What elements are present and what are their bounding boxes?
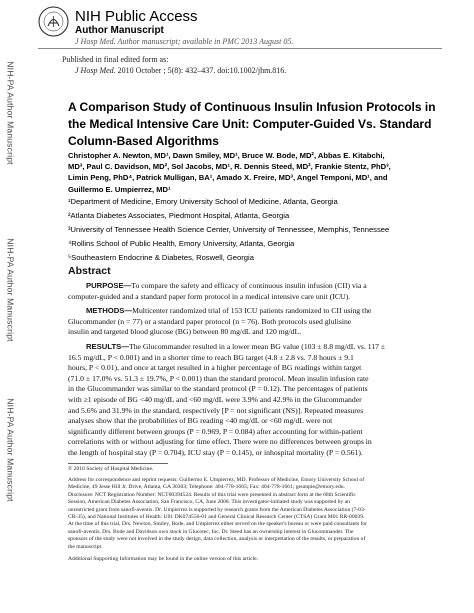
article-title (68, 99, 448, 150)
footnote-line: unrestricted grant from sanofi-aventis. Dr. Umpierrez is supported by research grants from the American Diabetes Association (7-03- (68, 506, 366, 513)
abstract-methods (68, 306, 446, 338)
footnote-divider (68, 463, 168, 464)
results-text: The Glucommander resulted in a lower mean BG value (103 ± 8.8 mg/dL vs. 117 ± (129, 342, 386, 351)
title-line: Column-Based Algorithms (68, 134, 219, 148)
methods-text: Glucommander (n = 77) or a standard paper protocol (n = 76). Both protocols used glulisine (68, 316, 352, 326)
sidebar-manuscript-label-2 (4, 235, 18, 345)
footnote-line: the manuscript. (68, 543, 103, 550)
affiliation-1: ¹Department of Medicine, Emory University School of Medicine, Atlanta, Georgia (68, 197, 338, 206)
results-text: significantly different between groups (P = 0.969, P = 0.084) after accounting for within-patient (68, 426, 363, 436)
results-text: (71.0 ± 17.0% vs. 51.3 ± 19.7%, P < 0.001) than the standard protocol. Mean insulin infusion rate (68, 373, 369, 383)
results-text: analyses show that the probabilities of BG reading <40 mg/dL or <60 mg/dL were not (68, 416, 333, 426)
results-text: with ≥1 episode of BG <40 mg/dL and <60 mg/dL were 3.9% and 42.9% in the Glucommander (68, 394, 362, 404)
supporting-information-note: Additional Supporting Information may be found in the online version of this article. (68, 556, 258, 562)
footnote-line: sanofi-aventis. Drs. Bode and Davidson own stock in Glucotec, Inc. Dr. Steed has an ownership interest in Glucommander. The (68, 528, 354, 535)
abstract-results (68, 342, 446, 459)
results-line-1 (86, 342, 446, 353)
footnote-line: At the time of this trial, Drs. Newton, Smiley, Bode, and Umpierrez either served on the speaker's bureau or were paid consultants for (68, 521, 368, 528)
results-text: hours, P < 0.01), and once at target resulted in a higher percentage of BG readings within target (68, 363, 362, 373)
header-divider (38, 48, 442, 49)
journal-name: J Hosp Med (75, 66, 114, 75)
methods-line-1 (86, 306, 446, 317)
correspondence-and-disclosure (68, 477, 446, 551)
footnote-line: CR-35), and National Institutes of Health: U01 DK074556-01 and General Clinical Research Center (CTSA) Grant M01 RR-00039. (68, 514, 365, 521)
author-line: MD³, Paul C. Davidson, MD², Sol Jacobs, MD¹, R. Dennis Steed, MD², Frankie Stentz, PhD³, (68, 162, 391, 172)
methods-text: Multicenter randomized trial of 153 ICU patients randomized to CII using the (132, 306, 372, 315)
author-list (68, 150, 448, 195)
citation-line (75, 66, 286, 75)
affiliation-3: ³University of Tennessee Health Science Center, University of Tennessee, Memphis, Tennessee (68, 225, 390, 234)
affiliation-5: ⁵Southeastern Endocrine & Diabetes, Roswell, Georgia (68, 253, 254, 262)
purpose-text: To compare the safety and efficacy of continuous insulin infusion (CII) via a (131, 281, 367, 290)
results-text: correlations with or without adjusting for time effect. There were no differences between groups in (68, 437, 372, 447)
purpose-text: computer-guided and a standard paper form protocol in a medical intensive care unit (ICU). (68, 291, 351, 301)
title-line: the Medical Intensive Care Unit: Computer-Guided Vs. Standard (68, 117, 432, 131)
results-text: 16.5 mg/dL, P < 0.001) and in a shorter time to reach BG target (4.8 ± 2.8 vs. 7.8 hours ± 9.1 (68, 352, 354, 362)
affiliation-2: ²Atlanta Diabetes Associates, Piedmont Hospital, Atlanta, Georgia (68, 211, 290, 220)
footnote-line: sponsors of the study were not involved in the study design, data collection, analysis or interpretation of the results, or preparation of (68, 536, 366, 543)
sidebar-label-text: NIH-PA Author Manuscript (6, 61, 17, 165)
author-line: Limin Peng, PhD⁴, Patrick Mulligan, BA¹, Amado X. Freire, MD³, Angel Temponi, MD¹, and (68, 173, 388, 183)
copyright-notice: © 2010 Society of Hospital Medicine. (68, 466, 154, 472)
title-line: A Comparison Study of Continuous Insulin Infusion Protocols in (68, 100, 436, 114)
results-text: and 5.6% and 31.9% in the standard, respectively [P = not significant (NS)]. Repeated measures (68, 405, 364, 415)
results-label: RESULTS— (86, 342, 129, 351)
footnote-line: Medicine, 49 Jesse Hill Jr. Drive, Atlanta, GA 30303; Telephone: 404-778-1665; Fax: 404-778-1661; geumpie@emory.edu. (68, 484, 345, 491)
methods-text: insulin and targeted blood glucose (BG) between 80 mg/dL and 120 mg/dL. (68, 327, 302, 337)
sidebar-manuscript-label-1 (4, 58, 18, 168)
author-line: Guillermo E. Umpierrez, MD¹ (68, 184, 171, 194)
pmc-availability-line: J Hosp Med. Author manuscript; available in PMC 2013 August 05. (75, 37, 294, 46)
published-as-line: Published in final edited form as: (62, 55, 169, 64)
methods-label: METHODS— (86, 306, 133, 315)
results-text: in the Glucommander was similar to the standard protocol (P = 0.12). The percentages of patients (68, 384, 368, 394)
nih-public-access-title: NIH Public Access (75, 8, 198, 25)
footnote-line: Disclosure: NCT Registration Number: NCT00394524. Results of this trial were presented in abstract form at the 68th Scientific (68, 491, 356, 498)
abstract-purpose (68, 281, 446, 302)
affiliation-4: ⁴Rollins School of Public Health, Emory University, Atlanta, Georgia (68, 239, 295, 248)
citation-details: . 2010 October ; 5(8): 432–437. doi:10.1002/jhm.816. (113, 66, 287, 75)
author-line: Christopher A. Newton, MD¹, Dawn Smiley, MD¹, Bruce W. Bode, MD², Abbas E. Kitabchi, (68, 151, 385, 160)
author-manuscript-label: Author Manuscript (75, 25, 164, 36)
purpose-label: PURPOSE— (86, 281, 132, 290)
footnote-line: Address for correspondence and reprint requests: Guillermo E. Umpierrez, MD, Professor of Medicine, Emory University School of (68, 477, 365, 483)
sidebar-label-text: NIH-PA Author Manuscript (6, 238, 17, 342)
purpose-line-1 (86, 281, 446, 292)
sidebar-label-text: NIH-PA Author Manuscript (6, 398, 17, 502)
results-text: the length of hospital stay (P = 0.704), ICU stay (P = 0.145), or inhospital mortality (P = 0.561). (68, 447, 363, 457)
nih-seal-logo (38, 6, 69, 37)
sidebar-manuscript-label-3 (4, 395, 18, 505)
abstract-heading: Abstract (68, 265, 111, 277)
footnote-line: Session, American Diabetes Association, San Francisco, CA, June 2008. This investigator-initiated study was supported by an (68, 499, 350, 506)
